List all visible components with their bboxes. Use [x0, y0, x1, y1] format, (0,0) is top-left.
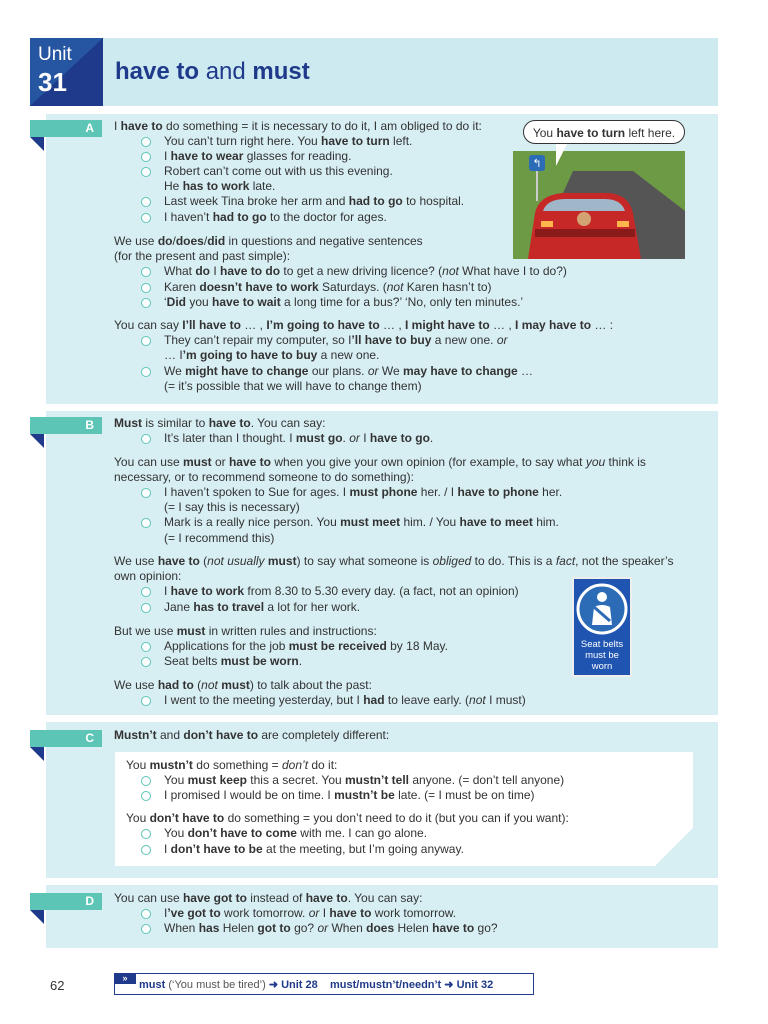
example-sentence: I promised I would be on time. I mustn’t be late. (= I must be on time): [164, 788, 535, 802]
bullet-circle: [141, 909, 151, 919]
tab-c-tail: [30, 747, 44, 761]
bullet-circle: [141, 283, 151, 293]
section-c-box-corner: [655, 828, 693, 866]
example-sentence: What do I have to do to get a new driving licence? (not What have I to do?): [164, 264, 567, 278]
example-sentence: Jane has to travel a lot for her work.: [164, 600, 361, 614]
bullet-circle: [141, 367, 151, 377]
sign-line-2: must be: [585, 650, 619, 661]
example-sentence: I went to the meeting yesterday, but I had to leave early. (not I must): [164, 693, 526, 707]
example-sentence: I don’t have to be at the meeting, but I’m going anyway.: [164, 842, 464, 856]
explanation-text: You mustn’t do something = don’t do it:: [126, 758, 338, 772]
bullet-circle: [141, 167, 151, 177]
cross-reference-marker: »: [114, 973, 136, 984]
car-illustration: [513, 151, 685, 259]
bullet-circle: [141, 924, 151, 934]
bullet-circle: [141, 434, 151, 444]
example-sentence: I have to wear glasses for reading.: [164, 149, 352, 163]
example-sentence: Seat belts must be worn.: [164, 654, 303, 668]
section-tab-a: A: [30, 120, 102, 137]
unit-badge: [30, 38, 103, 106]
explanation-text: Must is similar to have to. You can say:: [114, 416, 326, 430]
seat-belt-icon: [574, 581, 630, 637]
bullet-circle: [141, 657, 151, 667]
example-sentence: Karen doesn’t have to work Saturdays. (not Karen hasn’t to): [164, 280, 492, 294]
example-sentence: Applications for the job must be received by 18 May.: [164, 639, 448, 653]
unit-label: Unit: [38, 44, 72, 65]
section-tab-b: B: [30, 417, 102, 434]
svg-text:↰: ↰: [532, 157, 542, 170]
bullet-circle: [141, 213, 151, 223]
explanation-text: You can say I’ll have to … , I’m going to have to … , I might have to … , I may have to … :: [114, 318, 614, 332]
bullet-circle: [141, 336, 151, 346]
example-sentence: You must keep this a secret. You mustn’t tell anyone. (= don’t tell anyone): [164, 773, 565, 787]
explanation-text: (for the present and past simple):: [114, 249, 291, 263]
example-sentence: I haven’t spoken to Sue for ages. I must phone her. / I have to phone her.: [164, 485, 563, 499]
example-sentence: When has Helen got to go? or When does Helen have to go?: [164, 921, 498, 935]
page-title: [115, 58, 310, 86]
example-sentence: You can’t turn right here. You have to turn left.: [164, 134, 413, 148]
bullet-circle: [141, 587, 151, 597]
example-sentence: They can’t repair my computer, so I’ll have to buy a new one. or: [164, 333, 508, 347]
bullet-circle: [141, 776, 151, 786]
seat-belt-sign-text: [574, 639, 630, 672]
bullet-circle: [141, 197, 151, 207]
section-tab-d: D: [30, 893, 102, 910]
explanation-text: We use do/does/did in questions and negative sentences: [114, 234, 423, 248]
bullet-circle: [141, 137, 151, 147]
example-sentence: Last week Tina broke her arm and had to go to hospital.: [164, 194, 465, 208]
bullet-circle: [141, 488, 151, 498]
tab-b-tail: [30, 434, 44, 448]
example-sentence: It’s later than I thought. I must go. or I have to go.: [164, 431, 434, 445]
title-and: and: [199, 58, 253, 85]
unit-number: 31: [38, 67, 67, 97]
explanation-text: You can use must or have to when you give your own opinion (for example, to say what you think is: [114, 455, 646, 469]
bullet-circle: [141, 298, 151, 308]
example-sentence: Robert can’t come out with us this evening.: [164, 164, 393, 178]
sign-line-1: Seat belts: [580, 639, 624, 650]
example-sentence: I haven’t had to go to the doctor for ages.: [164, 210, 387, 224]
example-sentence: (= I recommend this): [164, 531, 275, 545]
example-sentence: I have to work from 8.30 to 5.30 every day. (a fact, not an opinion): [164, 584, 519, 598]
bullet-circle: [141, 845, 151, 855]
ref2-unit-link[interactable]: ➜ Unit 32: [441, 979, 494, 991]
explanation-text: But we use must in written rules and instructions:: [114, 624, 377, 638]
explanation-text: I have to do something = it is necessary to do it, I am obliged to do it:: [114, 119, 482, 133]
example-sentence: … I’m going to have to buy a new one.: [164, 348, 380, 362]
bullet-circle: [141, 791, 151, 801]
explanation-text: We use had to (not must) to talk about the past:: [114, 678, 372, 692]
bullet-circle: [141, 696, 151, 706]
explanation-text: own opinion:: [114, 569, 182, 583]
seat-belt-sign: [572, 577, 632, 677]
title-have-to: have to: [115, 58, 200, 85]
example-sentence: Mark is a really nice person. You must meet him. / You have to meet him.: [164, 515, 559, 529]
example-sentence: ‘Did you have to wait a long time for a bus?’ ‘No, only ten minutes.’: [164, 295, 524, 309]
ref1-note: (‘You must be tired’): [165, 979, 269, 991]
example-sentence: We might have to change our plans. or We may have to change …: [164, 364, 534, 378]
bullet-circle: [141, 518, 151, 528]
example-sentence: He has to work late.: [164, 179, 276, 193]
explanation-text: You can use have got to instead of have to. You can say:: [114, 891, 423, 905]
sign-line-3: worn: [591, 661, 613, 672]
example-sentence: I’ve got to work tomorrow. or I have to work tomorrow.: [164, 906, 457, 920]
bullet-circle: [141, 829, 151, 839]
bullet-circle: [141, 642, 151, 652]
page-number: 62: [50, 978, 65, 993]
example-sentence: (= I say this is necessary): [164, 500, 300, 514]
bullet-circle: [141, 267, 151, 277]
explanation-text: We use have to (not usually must) to say what someone is obliged to do. This is a fact, not the speaker’s: [114, 554, 674, 568]
section-tab-c: C: [30, 730, 102, 747]
car-scene-graphic: [513, 151, 685, 259]
speech-bubble: You have to turn left here.: [523, 120, 685, 144]
tab-a-tail: [30, 137, 44, 151]
explanation-text: Mustn’t and don’t have to are completely different:: [114, 728, 390, 742]
explanation-text: necessary, or to recommend someone to do something):: [114, 470, 414, 484]
ref1-word[interactable]: must: [139, 979, 166, 991]
title-must: must: [252, 58, 310, 85]
ref1-unit-link[interactable]: ➜ Unit 28: [268, 979, 318, 991]
bullet-circle: [141, 603, 151, 613]
ref2-words[interactable]: must/mustn’t/needn’t: [330, 979, 442, 991]
bullet-circle: [141, 152, 151, 162]
example-sentence: (= it’s possible that we will have to change them): [164, 379, 422, 393]
cross-reference-text: [139, 978, 493, 991]
tab-d-tail: [30, 910, 44, 924]
explanation-text: You don’t have to do something = you don’t need to do it (but you can if you want):: [126, 811, 569, 825]
example-sentence: You don’t have to come with me. I can go alone.: [164, 826, 428, 840]
